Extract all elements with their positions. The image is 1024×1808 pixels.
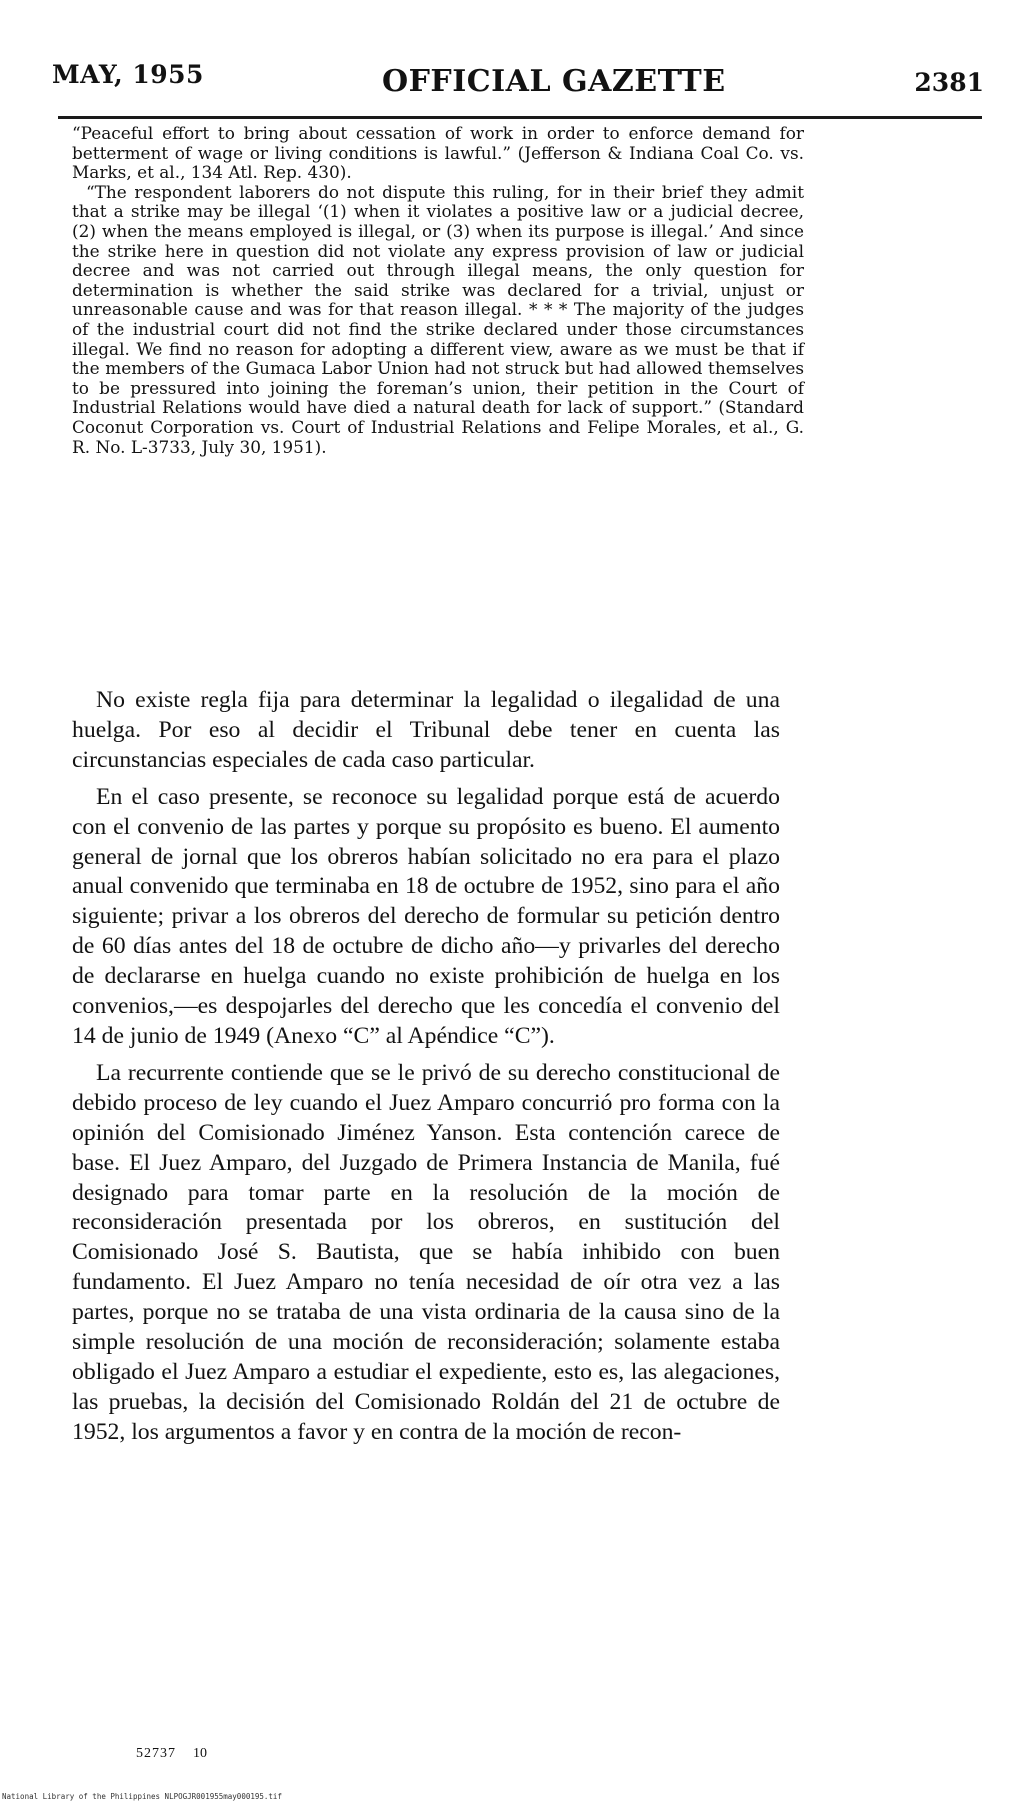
header-rule: [58, 116, 982, 119]
body-paragraph: No existe regla fija para determinar la legalidad o ilegalidad de una huelga. Por eso al decidir el Tribunal debe tener en cuenta las circunstancias especiales de cada caso particular.: [72, 687, 780, 773]
quote-paragraph: “The respondent laborers do not dispute this ruling, for in their brief they admit that a strike may be illegal ‘(1) when it violates a positive law or a judicial decree, (2) when the means employed is illegal, or (3) when its purpose is illegal.’ And since the strike here in question did not violate any express provision of law or judicial decree and was not carried out through illegal means, the only question for determination is whether the said strike was declared for a trivial, unjust or unreasonable cause and was for that reason illegal. * * * The majority of the judges of the industrial court did not find the strike declared under those circumstances illegal. We find no reason for adopting a different view, aware as we must be that if the members of the Gumaca Labor Union had not struck but had allowed themselves to be pressured into joining the foreman’s union, their petition in the Court of Industrial Relations would have died a natural death for lack of support.” (Standard Coconut Corporation vs. Court of Industrial Relations and Felipe Morales, et al., G. R. No. L-3733, July 30, 1951).: [72, 181, 804, 457]
signature-number: 10: [193, 1746, 207, 1761]
archive-caption: National Library of the Philippines NLPOGJR001955may000195.tif: [2, 1792, 282, 1801]
quoted-citation-block: [72, 124, 804, 457]
page-number: 2381: [914, 68, 984, 97]
issue-date: MAY, 1955: [52, 60, 204, 89]
printer-code: 52737: [136, 1746, 176, 1761]
quote-paragraph: “Peaceful effort to bring about cessation of work in order to enforce demand for betterment of wage or living conditions is lawful.” (Jefferson & Indiana Coal Co. vs. Marks, et al., 134 Atl. Rep. 430).: [72, 123, 804, 183]
main-body-text: [72, 686, 780, 1455]
page-header: [52, 52, 982, 114]
publication-title: OFFICIAL GAZETTE: [382, 64, 726, 99]
body-paragraph: La recurrente contiende que se le privó de su derecho constitucional de debido proceso de ley cuando el Juez Amparo concurrió pro forma con la opinión del Comisionado Jiménez Yanson. Esta contención carece de base. El Juez Amparo, del Juzgado de Primera Instancia de Manila, fué designado para tomar parte en la resolución de la moción de reconsideración presentada por los obreros, en sustitución del Comisionado José S. Bautista, que se había inhibido con buen fundamento. El Juez Amparo no tenía necesidad de oír otra vez a las partes, porque no se trataba de una vista ordinaria de la causa sino de la simple resolución de una moción de reconsideración; solamente estaba obligado el Juez Amparo a estudiar el expediente, esto es, las alegaciones, las pruebas, la decisión del Comisionado Roldán del 21 de octubre de 1952, los argumentos a favor y en contra de la moción de recon-: [72, 1059, 780, 1445]
body-paragraph: En el caso presente, se reconoce su legalidad porque está de acuerdo con el convenio de las partes y porque su propósito es bueno. El aumento general de jornal que los obreros habían solicitado no era para el plazo anual convenido que terminaba en 18 de octubre de 1952, sino para el año siguiente; privar a los obreros del derecho de formular su petición dentro de 60 días antes del 18 de octubre de dicho año—y privarles del derecho de declararse en huelga cuando no existe prohibición de huelga en los convenios,—es despojarles del derecho que les concedía el convenio del 14 de junio de 1949 (Anexo “C” al Apéndice “C”).: [72, 783, 780, 1049]
